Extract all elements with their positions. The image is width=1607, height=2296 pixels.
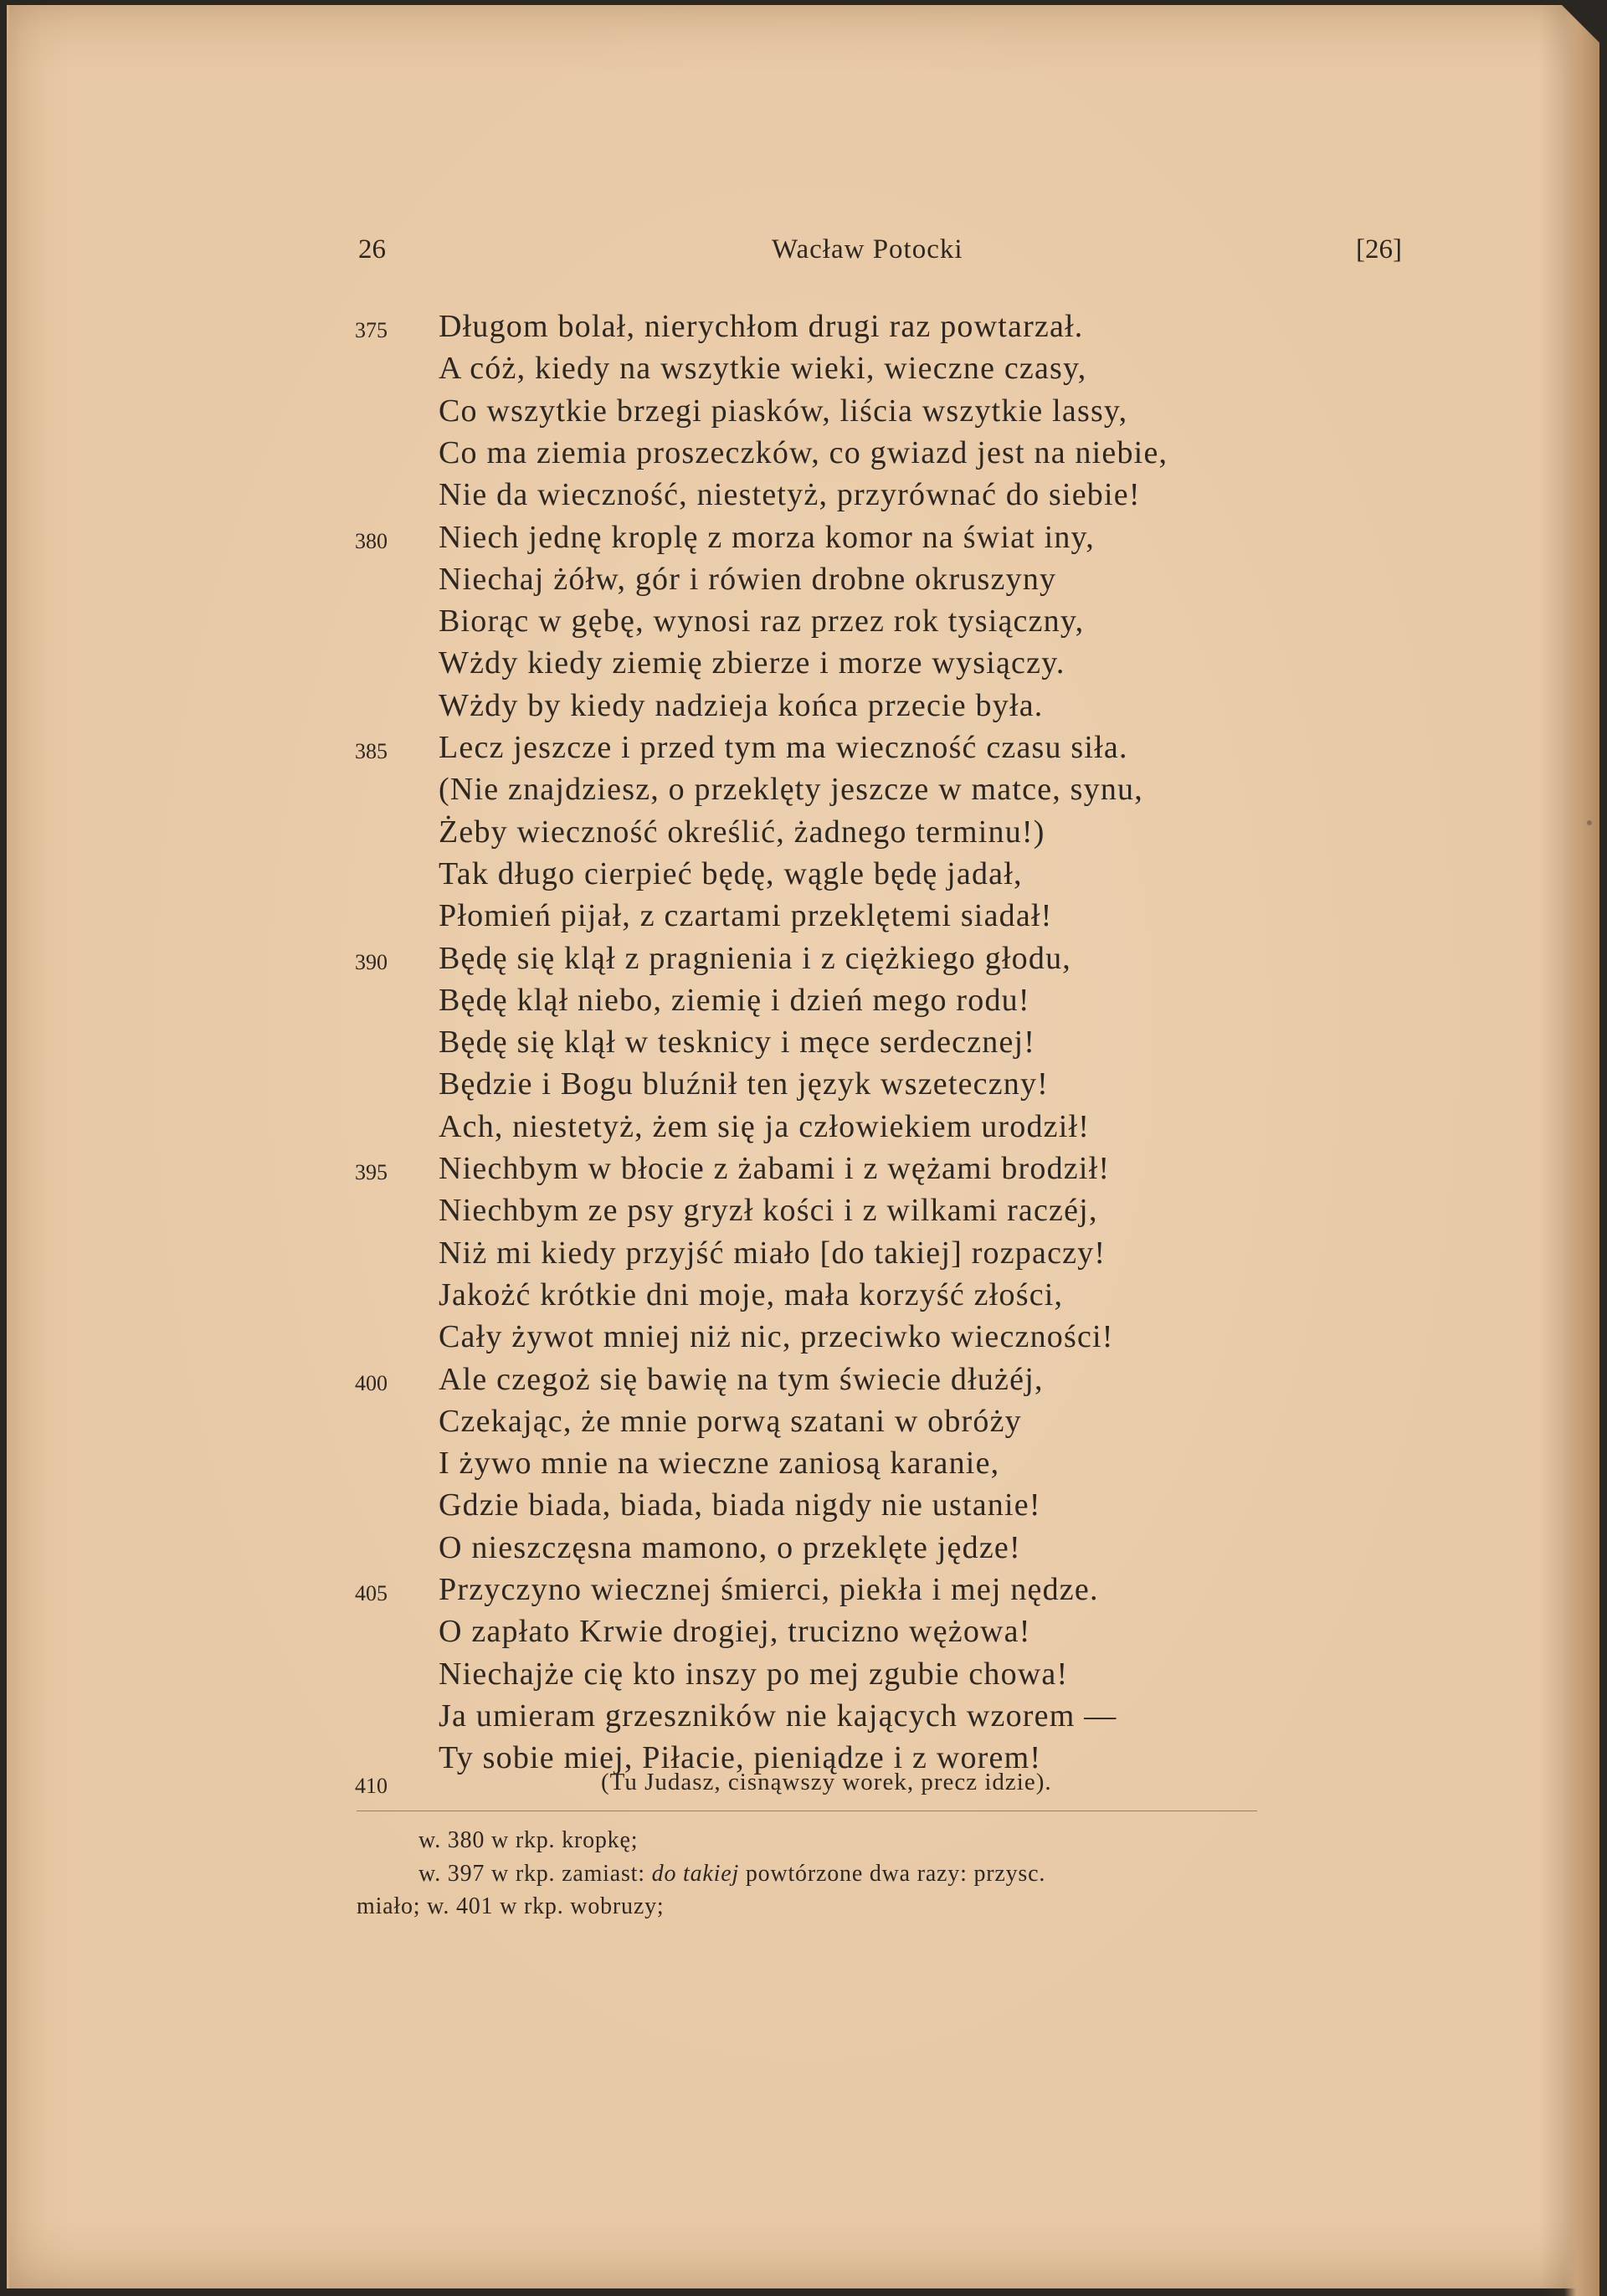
verse-text: Niechaj żółw, gór i rówien drobne okruszyny: [439, 561, 1057, 597]
verse-text: Ty sobie miej, Piłacie, pieniądze i z worem!: [439, 1740, 1042, 1776]
verse-text: O zapłato Krwie drogiej, trucizno wężowa!: [439, 1614, 1031, 1650]
footnote-line: [418, 1861, 1045, 1888]
verse-text: Biorąc w gębę, wynosi raz przez rok tysiączny,: [439, 604, 1085, 639]
verse-text: I żywo mnie na wieczne zaniosą karanie,: [439, 1446, 1000, 1482]
line-number: 380: [355, 528, 388, 553]
verse-text: O nieszczęsna mamono, o przeklęte jędze!: [439, 1529, 1021, 1565]
verse-text: Będzie i Bogu bluźnił ten język wszeteczny!: [439, 1066, 1050, 1102]
verse-text: Co ma ziemia proszeczków, co gwiazd jest na niebie,: [439, 434, 1168, 470]
line-number: 400: [355, 1370, 388, 1395]
footnote-text: powtórzone dwa razy: przysc.: [739, 1861, 1046, 1887]
line-number: 375: [355, 318, 388, 342]
verse-text: Długom bolał, nierychłom drugi raz powtarzał.: [439, 309, 1084, 344]
verse-text: Wżdy by kiedy nadzieja końca przecie była.: [439, 687, 1044, 723]
verse-text: Żeby wieczność określić, żadnego terminu!): [439, 814, 1045, 850]
line-number: 410: [355, 1774, 388, 1798]
verse-text: Niech jednę kroplę z morza komor na świat iny,: [439, 519, 1095, 555]
line-number: 395: [355, 1160, 388, 1184]
verse-text: Nie da wieczność, niestetyż, przyrównać do siebie!: [439, 477, 1141, 513]
verse-text: Niż mi kiedy przyjść miało [do takiej] rozpaczy!: [439, 1235, 1106, 1271]
page-number: 26: [358, 234, 386, 265]
page-edge-shadow: [1541, 5, 1599, 2296]
line-number: 390: [355, 949, 388, 974]
verse-text: Jakożć krótkie dni moje, mała korzyść złości,: [439, 1276, 1064, 1312]
footnote-text: w. 397 w rkp. zamiast:: [418, 1861, 652, 1887]
line-number: 385: [355, 739, 388, 763]
verse-text: Tak długo cierpieć będę, wągle będę jadał,: [439, 855, 1023, 891]
verse-text: A cóż, kiedy na wszytkie wieki, wieczne czasy,: [439, 351, 1087, 387]
page-corner: [1557, 0, 1607, 50]
verse-text: Cały żywot mniej niż nic, przeciwko wieczności!: [439, 1319, 1114, 1355]
verse-text: Będę się klął w tesknicy i męce serdecznej!: [439, 1025, 1036, 1061]
verse-text: Będę się klął z pragnienia i z ciężkiego głodu,: [439, 940, 1071, 976]
paper-speck: [1587, 820, 1592, 825]
verse-text: Lecz jeszcze i przed tym ma wieczność czasu siła.: [439, 730, 1128, 765]
verse-text: Czekając, że mnie porwą szatani w obróży: [439, 1403, 1022, 1439]
footnote-line: w. 380 w rkp. kropkę;: [418, 1827, 639, 1853]
verse-text: Co wszytkie brzegi piasków, liścia wszytkie lassy,: [439, 393, 1128, 429]
verse-text: (Nie znajdziesz, o przeklęty jeszcze w matce, synu,: [439, 772, 1143, 808]
footnote-emphasis: do takiej: [651, 1861, 740, 1887]
verse-text: Niechbym ze psy gryzł kości i z wilkami raczéj,: [439, 1193, 1098, 1229]
bracketed-page-number: [26]: [1356, 234, 1402, 265]
verse-text: Będę klął niebo, ziemię i dzień mego rodu!: [439, 982, 1030, 1018]
footnote-line: miało; w. 401 w rkp. wobruzy;: [357, 1893, 665, 1919]
verse-text: Niechbym w błocie z żabami i z wężami brodził!: [439, 1151, 1111, 1186]
verse-text: Gdzie biada, biada, biada nigdy nie ustanie!: [439, 1487, 1041, 1523]
verse-text: Niechajże cię kto inszy po mej zgubie chowa!: [439, 1656, 1069, 1692]
running-title: Wacław Potocki: [772, 234, 963, 265]
book-page: [7, 5, 1599, 2288]
verse-text: Ach, niestetyż, żem się ja człowiekiem urodził!: [439, 1108, 1091, 1144]
verse-text: Ale czegoż się bawię na tym świecie dłużéj,: [439, 1361, 1044, 1397]
verse-text: Wżdy kiedy ziemię zbierze i morze wysiączy.: [439, 645, 1065, 681]
line-number: 405: [355, 1581, 388, 1605]
verse-text: Ja umieram grzeszników nie kających wzorem —: [439, 1698, 1117, 1734]
verse-text: Płomień pijał, z czartami przeklętemi siadał!: [439, 898, 1053, 934]
stage-direction: (Tu Judasz, cisnąwszy worek, precz idzie).: [601, 1769, 1052, 1795]
verse-text: Przyczyno wiecznej śmierci, piekła i mej nędze.: [439, 1572, 1099, 1607]
